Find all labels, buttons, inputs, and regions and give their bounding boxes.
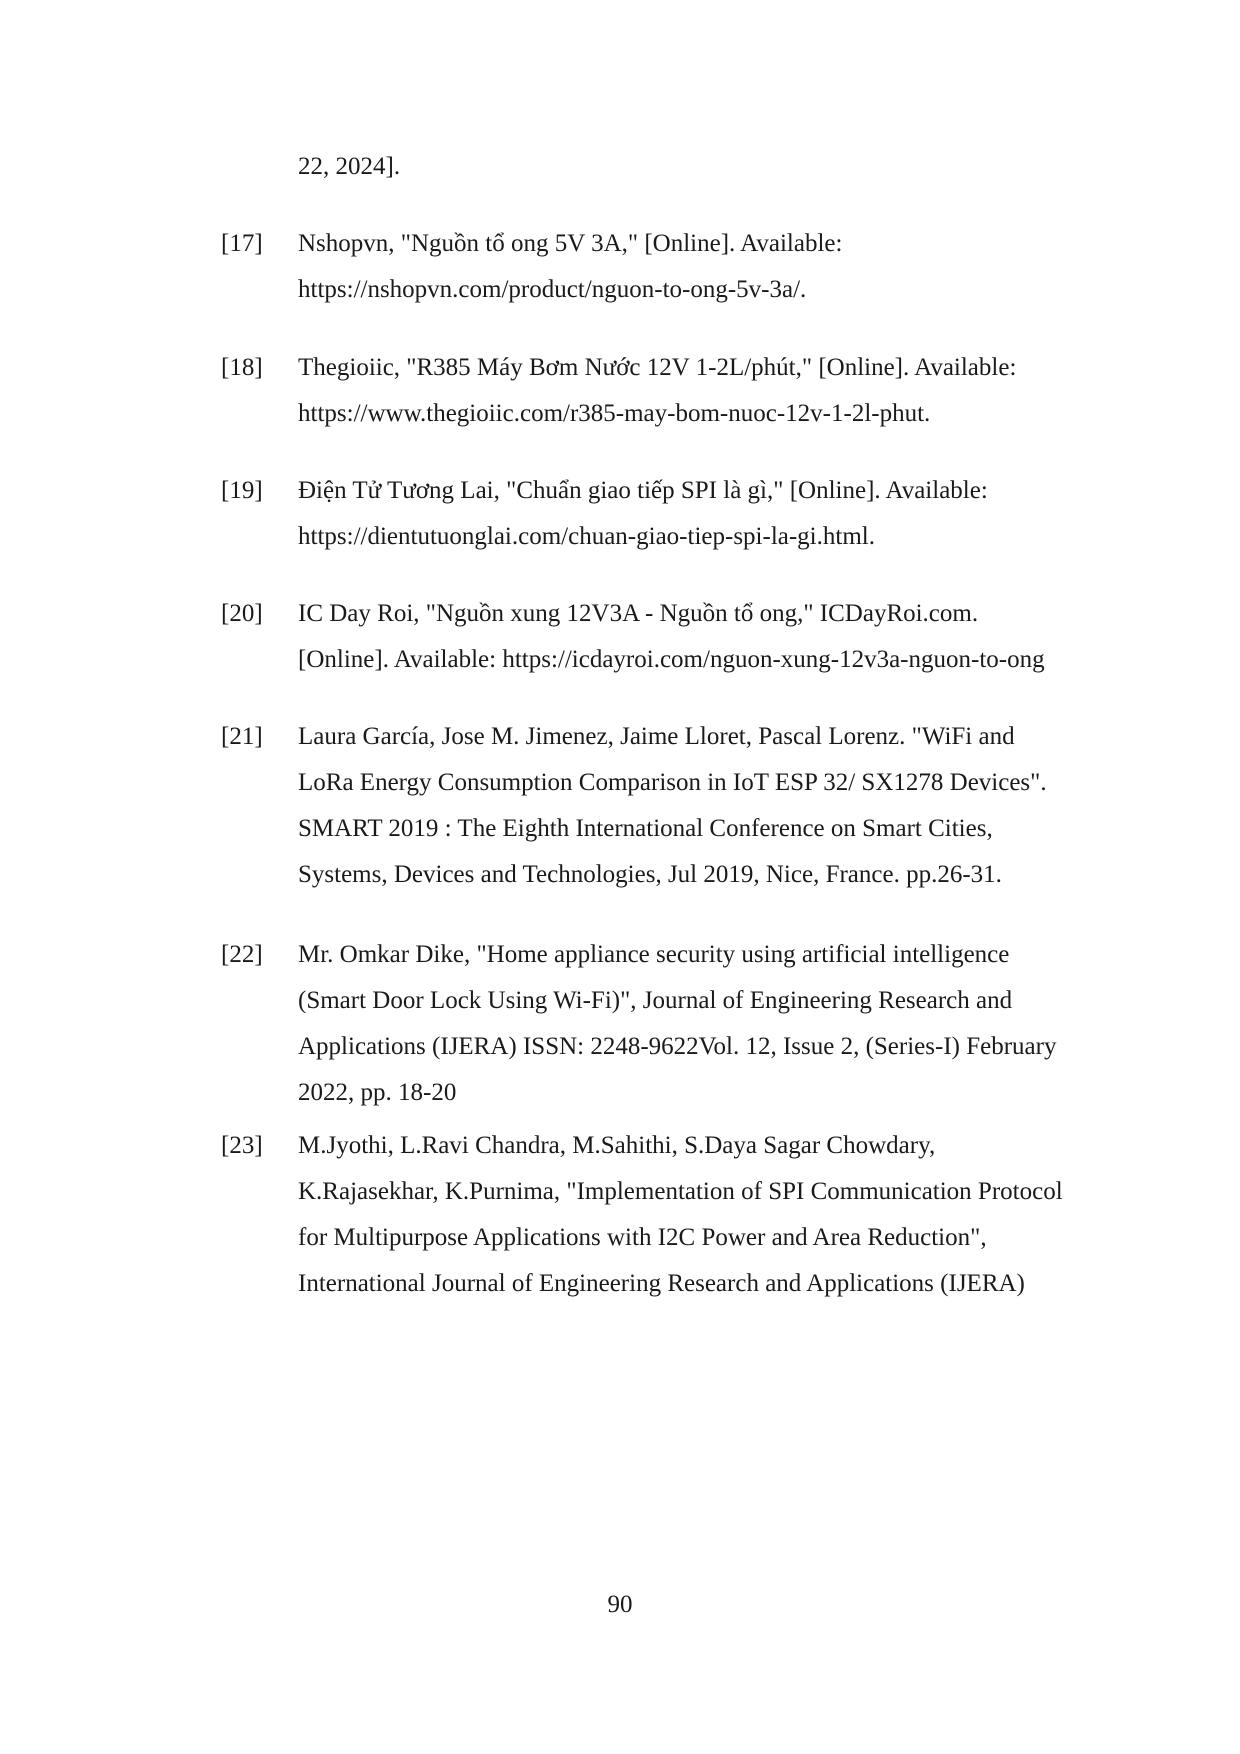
reference-line: Thegioiic, "R385 Máy Bơm Nước 12V 1-2L/phút," [Online]. Available: [298,354,1017,381]
reference-line: https://dientutuonglai.com/chuan-giao-tiep-spi-la-gi.html. [298,523,875,550]
reference-line: Systems, Devices and Technologies, Jul 2019, Nice, France. pp.26-31. [298,861,1002,888]
reference-line: International Journal of Engineering Research and Applications (IJERA) [298,1270,1025,1297]
reference-line: https://www.thegioiic.com/r385-may-bom-nuoc-12v-1-2l-phut. [298,400,931,427]
reference-number: [19] [221,477,263,504]
reference-line: SMART 2019 : The Eighth International Conference on Smart Cities, [298,815,993,842]
page-number: 90 [607,1591,633,1618]
reference-number: [23] [221,1132,263,1159]
reference-line: M.Jyothi, L.Ravi Chandra, M.Sahithi, S.Daya Sagar Chowdary, [298,1132,936,1159]
reference-line: IC Day Roi, "Nguồn xung 12V3A - Nguồn tổ ong," ICDayRoi.com. [298,600,979,627]
reference-line: Mr. Omkar Dike, "Home appliance security using artificial intelligence [298,941,1010,968]
reference-line: for Multipurpose Applications with I2C Power and Area Reduction", [298,1224,987,1251]
reference-line: Laura García, Jose M. Jimenez, Jaime Lloret, Pascal Lorenz. "WiFi and [298,723,1015,750]
reference-line: [Online]. Available: https://icdayroi.com/nguon-xung-12v3a-nguon-to-ong [298,646,1045,673]
reference-entry [298,599,1045,675]
reference-line: Điện Tử Tương Lai, "Chuẩn giao tiếp SPI là gì," [Online]. Available: [298,477,988,504]
reference-line: LoRa Energy Consumption Comparison in IoT ESP 32/ SX1278 Devices". [298,769,1047,796]
reference-line: (Smart Door Lock Using Wi-Fi)", Journal of Engineering Research and [298,987,1013,1014]
reference-entry [298,229,842,305]
reference-number: [18] [221,354,263,381]
reference-line: Applications (IJERA) ISSN: 2248-9622Vol. 12, Issue 2, (Series-I) February [298,1033,1057,1060]
reference-line: https://nshopvn.com/product/nguon-to-ong-5v-3a/. [298,276,807,303]
reference-entry [298,476,988,552]
reference-entry [298,722,1047,890]
reference-entry [298,1131,1063,1299]
reference-entry [298,940,1056,1108]
reference-number: [20] [221,600,263,627]
reference-entry [298,353,1016,429]
reference-line: Nshopvn, "Nguồn tổ ong 5V 3A," [Online]. Available: [298,230,843,257]
reference-line: K.Rajasekhar, K.Purnima, "Implementation of SPI Communication Protocol [298,1178,1063,1205]
reference-number: [22] [221,941,263,968]
reference-continuation: 22, 2024]. [298,153,401,180]
reference-number: [17] [221,230,263,257]
reference-number: [21] [221,723,263,750]
reference-line: 2022, pp. 18-20 [298,1079,457,1106]
